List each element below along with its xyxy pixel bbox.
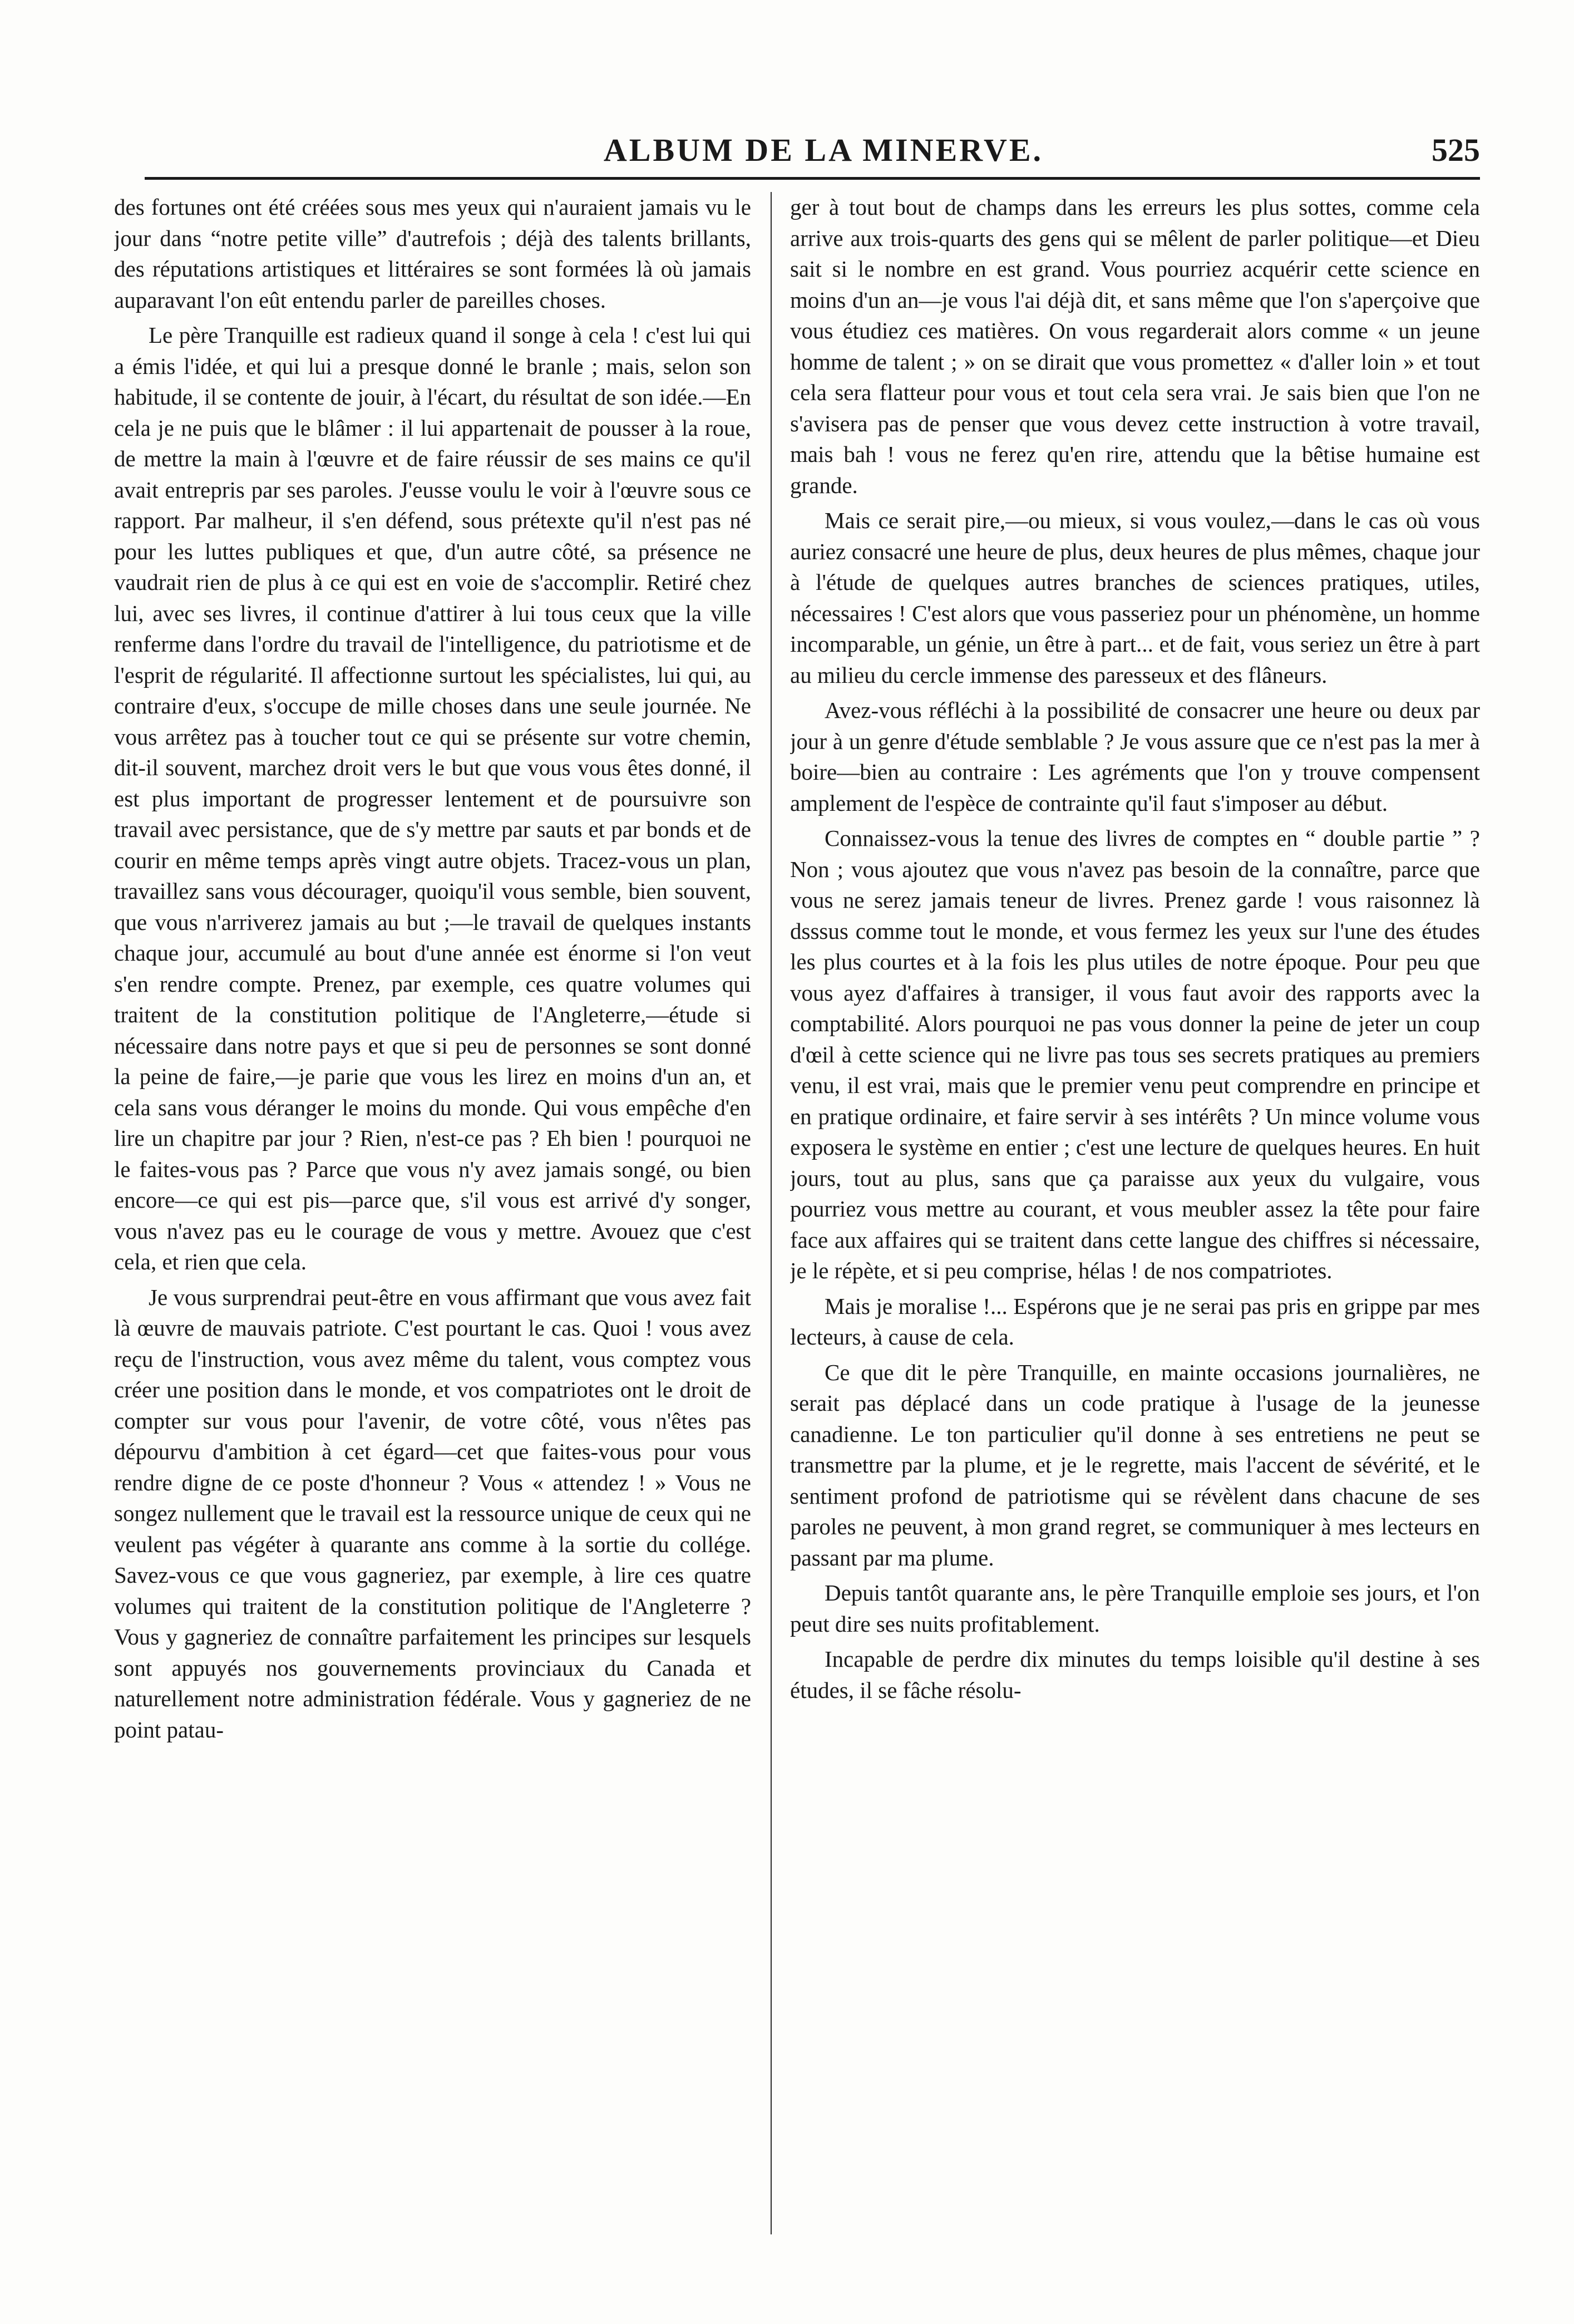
paragraph: Connaissez-vous la tenue des livres de comptes en “ double partie ” ? Non ; vous ajoutez que vous n'avez pas besoin de la connaître, parce que vous ne serez jamais teneur de livres. Prenez garde ! vous raisonnez là dsssus comme tout le monde, et vous fermez les yeux sur l'une des études les plus courtes et à la fois les plus utiles de notre époque. Pour peu que vous ayez d'affaires à transiger, il vous faut avoir des rapports avec la comptabilité. Alors pourquoi ne pas vous donner la peine de jeter un coup d'œil à cette science qui ne livre pas tous ses secrets pratiques au premiers venu, il est vrai, mais que le premier venu peut comprendre en principe et en pratique ordinaire, et faire servir à ses intérêts ? Un mince volume vous exposera le système en entier ; c'est une lecture de quelques heures. En huit jours, tout au plus, sans que ça paraisse aux yeux du vulgaire, vous pourriez vous mettre au courant, et vous meubler assez la tête pour faire face aux affaires qui se traitent dans cette langue des chiffres si nécessaire, je le répète, et si peu comprise, hélas ! de nos compatriotes. xyxy=(790,825,1480,1283)
paragraph: des fortunes ont été créées sous mes yeux qui n'auraient jamais vu le jour dans “notre petite ville” d'autrefois ; déjà des talents brillants, des réputations artistiques et littéraires se sont formées là où jamais auparavant l'on eût entendu parler de pareilles choses. xyxy=(114,194,751,313)
paragraph: ger à tout bout de champs dans les erreurs les plus sottes, comme cela arrive aux trois-quarts des gens qui se mêlent de parler politique—et Dieu sait si le nombre en est grand. Vous pourriez acquérir cette science en moins d'un an—je vous l'ai déjà dit, et sans même que l'on s'aperçoive que vous étudiez ces matières. On vous regarderait alors comme « un jeune homme de talent ; » on se dirait que vous promettez « d'aller loin » et tout cela sera flatteur pour vous et tout cela sera vrai. Je sais bien que l'on ne s'avisera pas de penser que vous devez cette instruction à votre travail, mais bah ! vous ne ferez qu'en rire, attendu que la bêtise humaine est grande. xyxy=(790,194,1480,498)
paragraph: Depuis tantôt quarante ans, le père Tranquille emploie ses jours, et l'on peut dire ses nuits profitablement. xyxy=(790,1580,1480,1637)
running-header xyxy=(167,128,1480,178)
paragraph: Le père Tranquille est radieux quand il songe à cela ! c'est lui qui a émis l'idée, et qui lui a presque donné le branle ; mais, selon son habitude, il se contente de jouir, à l'écart, du résultat de son idée.—En cela je ne puis que le blâmer : il lui appartenait de pousser à la roue, de mettre la main à l'œuvre et de faire réussir de ses mains ce qu'il avait entrepris par ses paroles. J'eusse voulu le voir à l'œuvre sous ce rapport. Par malheur, il s'en défend, sous prétexte qu'il n'est pas né pour les luttes publiques et que, d'un autre côté, sa présence ne vaudrait rien de plus à ce qui est en voie de s'accomplir. Retiré chez lui, avec ses livres, il continue d'attirer à lui tous ceux que la ville renferme dans l'ordre du travail de l'intelligence, du patriotisme et de l'esprit de régularité. Il affectionne surtout les spécialistes, lui qui, au contraire d'eux, s'occupe de mille choses dans une seule journée. Ne vous arrêtez pas à toucher tout ce qui se présente sur votre chemin, dit-il souvent, marchez droit vers le but que vous vous êtes donné, il est plus important de progresser lentement et de poursuivre son travail avec persistance, que de s'y mettre par sauts et par bonds et de courir en même temps après vingt autre objets. Tracez-vous un plan, travaillez sans vous décourager, quoiqu'il vous semble, bien souvent, que vous n'arriverez jamais au but ;—le travail de quelques instants chaque jour, accumulé au bout d'une année est énorme si l'on veut s'en rendre compte. Prenez, par exemple, ces quatre volumes qui traitent de la constitution politique de l'Angleterre,—étude si nécessaire dans notre pays et que si peu de personnes se sont donné la peine de faire,—je parie que vous les lirez en moins d'un an, et cela sans vous déranger le moins du monde. Qui vous empêche d'en lire un chapitre par jour ? Rien, n'est-ce pas ? Eh bien ! pourquoi ne le faites-vous pas ? Parce que vous n'y avez jamais songé, ou bien encore—ce qui est pis—parce que, s'il vous est arrivé d'y songer, vous n'avez pas eu le courage de vous y mettre. Avouez que c'est cela, et rien que cela. xyxy=(114,322,751,1274)
paragraph: Je vous surprendrai peut-être en vous affirmant que vous avez fait là œuvre de mauvais patriote. C'est pourtant le cas. Quoi ! vous avez reçu de l'instruction, vous avez même du talent, vous comptez vous créer une position dans le monde, et vos compatriotes ont le droit de compter sur vous pour l'avenir, de votre côté, vous n'êtes pas dépourvu d'ambition à cet égard—cet que faites-vous pour vous rendre digne de ce poste d'honneur ? Vous « attendez ! » Vous ne songez nullement que le travail est la ressource unique de ceux qui ne veulent pas végéter à quarante ans comme à la sortie du collége. Savez-vous ce que vous gagneriez, par exemple, à lire ces quatre volumes qui traitent de la constitution politique de l'Angleterre ? Vous y gagneriez de connaître parfaitement les principes sur lesquels sont appuyés nos gouvernements provinciaux du Canada et naturellement notre administration fédérale. Vous y gagneriez de ne point patau- xyxy=(114,1284,751,1742)
column-divider xyxy=(771,192,772,2234)
left-column xyxy=(114,192,751,2262)
paragraph: Incapable de perdre dix minutes du temps loisible qu'il destine à ses études, il se fâche résolu- xyxy=(790,1646,1480,1703)
paragraph: Mais ce serait pire,—ou mieux, si vous voulez,—dans le cas où vous auriez consacré une heure de plus, deux heures de plus mêmes, chaque jour à l'étude de quelques autres branches de sciences pratiques, utiles, nécessaires ! C'est alors que vous passeriez pour un phénomène, un homme incomparable, un génie, un être à part... et de fait, vous seriez un être à part au milieu du cercle immense des paresseux et des flâneurs. xyxy=(790,508,1480,688)
right-column xyxy=(790,192,1480,2262)
paragraph: Mais je moralise !... Espérons que je ne serai pas pris en grippe par mes lecteurs, à cause de cela. xyxy=(790,1293,1480,1350)
paragraph: Avez-vous réfléchi à la possibilité de consacrer une heure ou deux par jour à un genre d'étude semblable ? Je vous assure que ce n'est pas la mer à boire—bien au contraire : Les agréments que l'on y trouve compensent amplement de l'espèce de contrainte qu'il faut s'imposer au début. xyxy=(790,697,1480,816)
header-rule xyxy=(145,177,1480,180)
paragraph: Ce que dit le père Tranquille, en mainte occasions journalières, ne serait pas déplacé dans un code pratique à l'usage de la jeunesse canadienne. Le ton particulier qu'il donne à ses entretiens ne peut se transmettre par la plume, et je le regrette, mais l'accent de sévérité, et le sentiment profond de patriotisme qui se révèlent dans chacune de ses paroles ne peuvent, à mon grand regret, se communiquer à mes lecteurs en passant par ma plume. xyxy=(790,1359,1480,1570)
page-number: 525 xyxy=(1432,132,1480,168)
running-title: ALBUM DE LA MINERVE. xyxy=(603,132,1044,168)
